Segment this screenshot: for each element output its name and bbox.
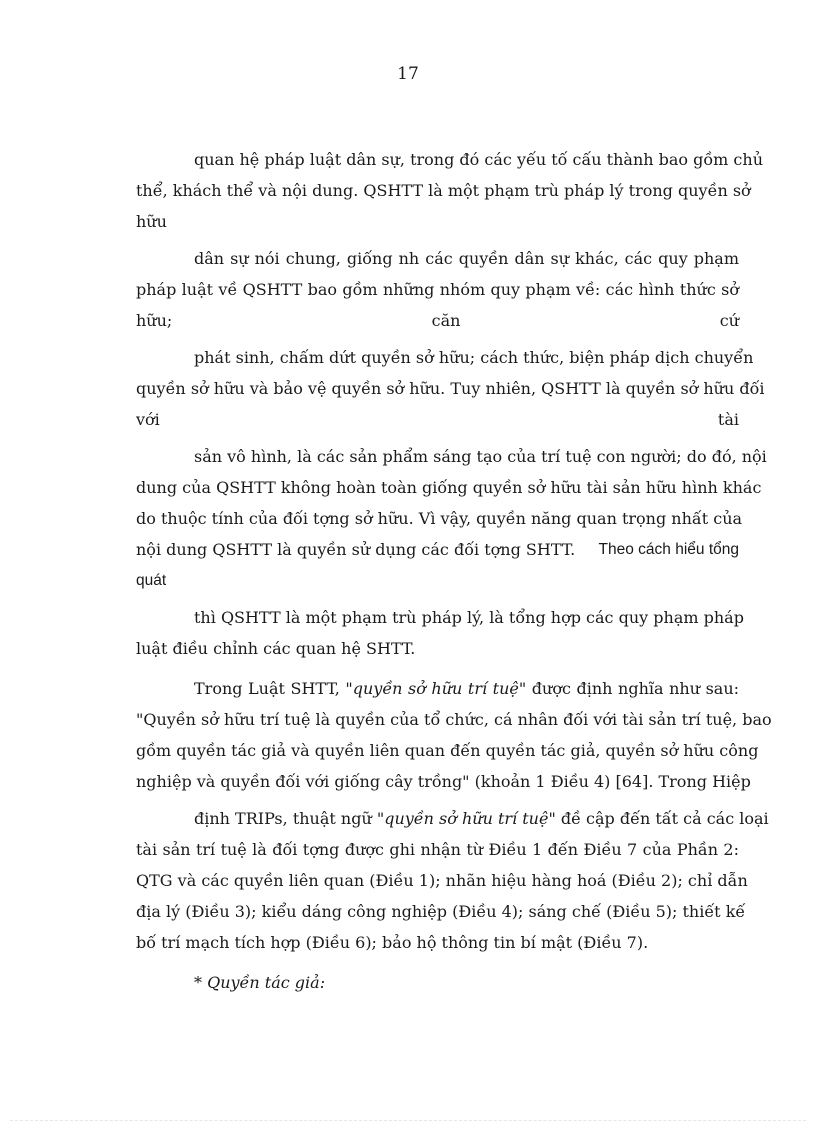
text-line: tài sản trí tuệ là đối tợng được ghi nhận từ Điều 1 đến Điều 7 của Phần 2: <box>136 840 739 859</box>
text-line: bố trí mạch tích hợp (Điều 6); bảo hộ thông tin bí mật (Điều 7). <box>136 933 649 952</box>
text-segment: nội dung QSHTT là quyền sử dụng các đối tợng SHTT. <box>136 540 576 559</box>
text-segment: Theo cách hiểu tổng <box>598 541 739 558</box>
text-line: gồm quyền tác giả và quyền liên quan đến quyền tác giả, quyền sở hữu công <box>136 741 759 760</box>
italic-term: "quyền sở hữu trí tuệ" <box>376 809 556 828</box>
text-line: địa lý (Điều 3); kiểu dáng công nghiệp (Điều 4); sáng chế (Điều 5); thiết kế <box>136 902 746 921</box>
text-line <box>136 803 769 834</box>
text-line <box>136 534 739 565</box>
text-line: phát sinh, chấm dứt quyền sở hữu; cách thức, biện pháp dịch chuyển <box>194 348 754 367</box>
text-line: do thuộc tính của đối tợng sở hữu. Vì vậy, quyền năng quan trọng nhất của <box>136 509 743 528</box>
italic-term: "quyền sở hữu trí tuệ" <box>345 679 527 698</box>
text-line: luật điều chỉnh các quan hệ SHTT. <box>136 639 416 658</box>
text-segment: được định nghĩa như sau: <box>526 679 740 698</box>
text-line: quyền sở hữu và bảo vệ quyền sở hữu. Tuy nhiên, QSHTT là quyền sở hữu đối <box>136 379 765 398</box>
text-segment: Trong Luật SHTT, <box>194 679 346 698</box>
text-line: quát <box>136 572 167 589</box>
text-segment: đề cập đến tất cả các loại <box>555 809 769 828</box>
text-line: hữu <box>136 212 167 231</box>
text-line: hữu; căn cứ <box>136 311 739 330</box>
text-line: quan hệ pháp luật dân sự, trong đó các yếu tố cấu thành bao gồm chủ <box>194 150 763 169</box>
text-line: sản vô hình, là các sản phẩm sáng tạo của trí tuệ con người; do đó, nội <box>194 447 767 466</box>
text-line: nghiệp và quyền đối với giống cây trồng" (khoản 1 Điều 4) [64]. Trong Hiệp <box>136 772 751 791</box>
text-line: thể, khách thể và nội dung. QSHTT là một phạm trù pháp lý trong quyền sở <box>136 181 751 200</box>
body-text <box>136 144 772 998</box>
text-line: với tài <box>136 410 739 429</box>
text-line: pháp luật về QSHTT bao gồm những nhóm quy phạm về: các hình thức sở <box>136 280 739 299</box>
text-line: dân sự nói chung, giống nh các quyền dân sự khác, các quy phạm <box>194 249 739 268</box>
text-line: QTG và các quyền liên quan (Điều 1); nhãn hiệu hàng hoá (Điều 2); chỉ dẫn <box>136 871 748 890</box>
text-segment: định TRIPs, thuật ngữ <box>194 809 377 828</box>
text-line: "Quyền sở hữu trí tuệ là quyền của tổ chức, cá nhân đối với tài sản trí tuệ, bao <box>136 710 772 729</box>
text-line: thì QSHTT là một phạm trù pháp lý, là tổng hợp các quy phạm pháp <box>194 608 744 627</box>
page-bottom-rule <box>10 1120 806 1121</box>
page-number: 17 <box>397 64 419 84</box>
text-line <box>136 673 739 704</box>
section-heading: * Quyền tác giả: <box>194 973 326 992</box>
text-line: dung của QSHTT không hoàn toàn giống quyền sở hữu tài sản hữu hình khác <box>136 478 762 497</box>
